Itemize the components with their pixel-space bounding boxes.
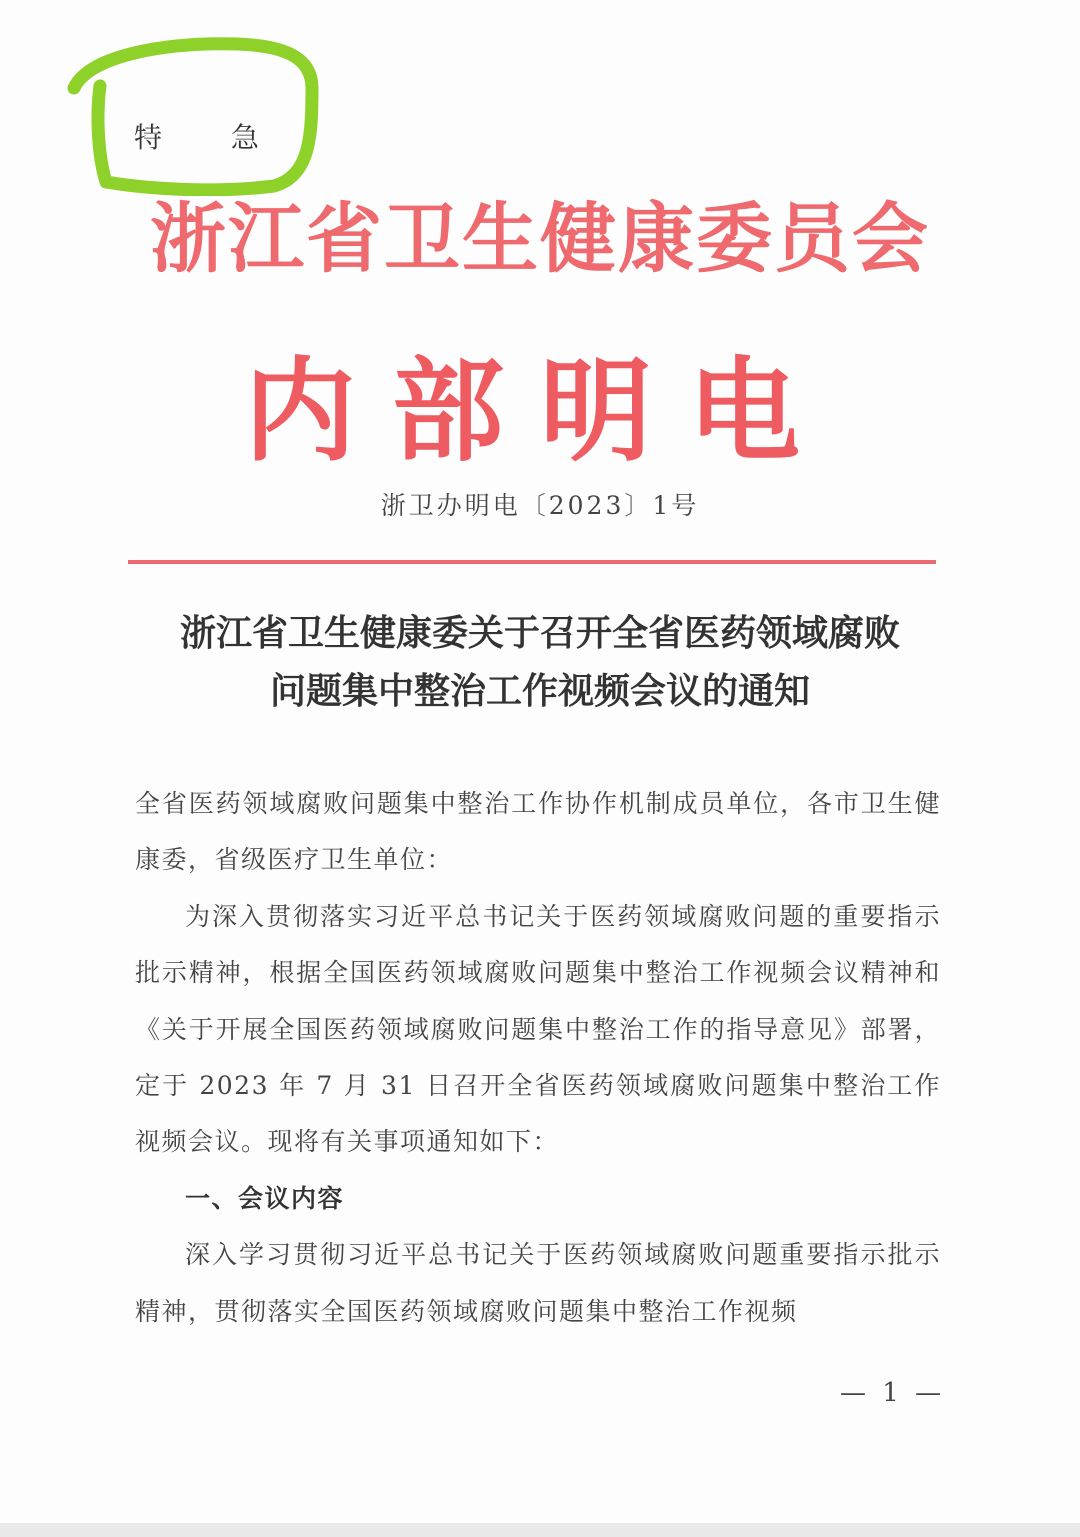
letterhead-divider xyxy=(128,560,936,564)
section-heading-1: 一、会议内容 xyxy=(185,1183,345,1213)
document-body xyxy=(135,776,941,1340)
document-number: 浙卫办明电〔2023〕1号 xyxy=(380,491,700,520)
document-title xyxy=(110,604,970,720)
letterhead-org-name: 浙江省卫生健康委员会 xyxy=(150,194,930,283)
document-title-line-1: 浙江省卫生健康委关于召开全省医药领域腐败 xyxy=(179,612,900,654)
body-paragraph-2: 深入学习贯彻习近平总书记关于医药领域腐败问题重要指示批示精神，贯彻落实全国医药领域腐败问题集中整治工作视频 xyxy=(135,1240,941,1326)
page-number: — 1 — xyxy=(840,1378,946,1408)
body-paragraph-1: 为深入贯彻落实习近平总书记关于医药领域腐败问题的重要指示批示精神，根据全国医药领域腐败问题集中整治工作视频会议精神和《关于开展全国医药领域腐败问题集中整治工作的指导意见》部署，定于 2023 年 7 月 31 日召开全省医药领域腐败问题集中整治工作视频会议。现将有关事项通知如下： xyxy=(135,901,941,1157)
document-title-line-2: 问题集中整治工作视频会议的通知 xyxy=(269,670,810,712)
scan-bottom-edge xyxy=(0,1523,1080,1537)
urgency-label: 特 急 xyxy=(134,121,289,154)
addressee-paragraph: 全省医药领域腐败问题集中整治工作协作机制成员单位，各市卫生健康委，省级医疗卫生单位： xyxy=(135,789,941,875)
letterhead-doc-type: 内部明电 xyxy=(244,347,836,477)
